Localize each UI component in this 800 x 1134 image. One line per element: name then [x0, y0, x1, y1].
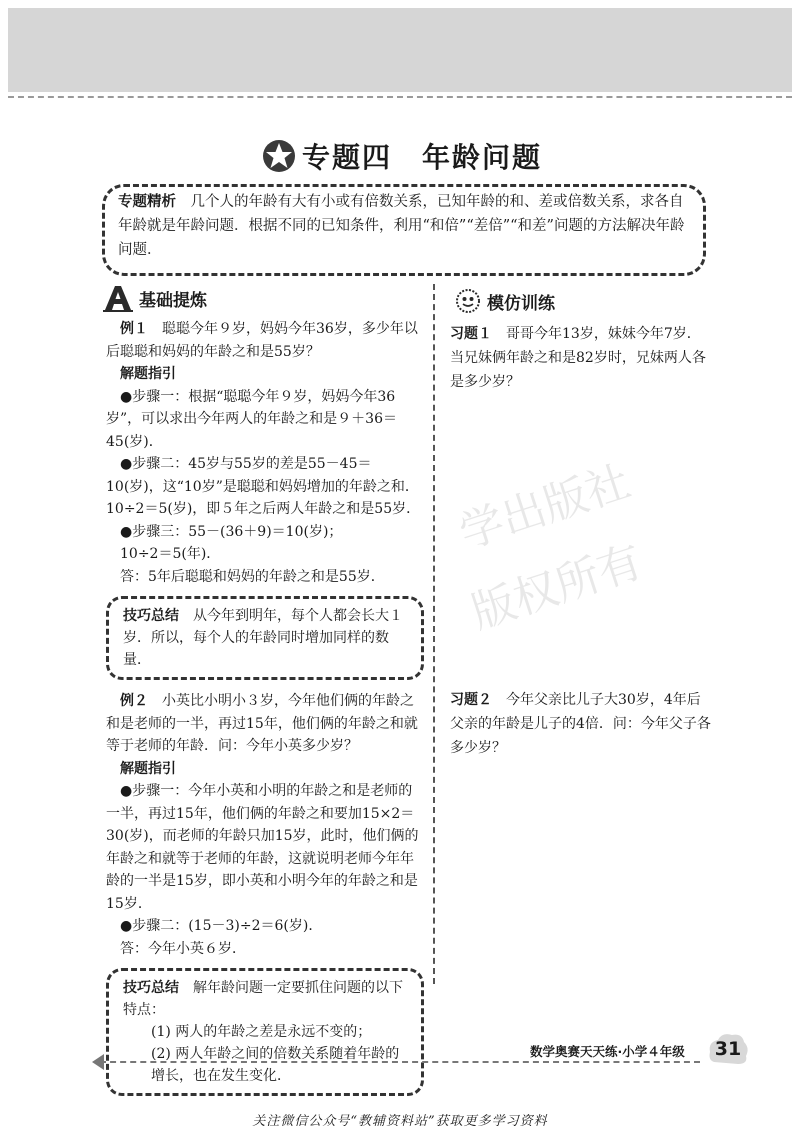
- example2-step1: ●步骤一：今年小英和小明的年龄之和是老师的一半，再过15年，他们俩的年龄之和要加15×2＝30(岁)，而老师的年龄只加15岁，此时，他们俩的年龄之和就等于老师的年龄，这就说明老师今年年龄的一半是15岁，即小英和小明今年的年龄之和是15岁．: [106, 783, 419, 912]
- title-text: 专题四 年龄问题: [302, 141, 543, 174]
- tip2-text: 解年龄问题一定要抓住问题的以下特点：: [123, 980, 403, 1018]
- tip-box-2: [106, 968, 424, 1096]
- example1-question: [106, 318, 424, 363]
- example2-label: 例２: [120, 693, 148, 709]
- page-title: [262, 134, 542, 178]
- tip2-point2: (2) 两人年龄之间的倍数关系随着年龄的增长，也在发生变化．: [151, 1046, 400, 1084]
- face-icon: [455, 288, 481, 314]
- exercise1-text: 哥哥今年13岁，妹妹今年7岁．当兄妹俩年龄之和是82岁时，兄妹两人各是多少岁？: [450, 326, 706, 390]
- bottom-note: 关注微信公众号“教辅资料站”获取更多学习资料: [252, 1114, 548, 1129]
- page-number: [706, 1030, 750, 1068]
- exercise2-label: 习题２: [450, 692, 492, 708]
- left-column: [106, 318, 424, 1106]
- top-gray-band: [8, 8, 792, 92]
- tip1-label: 技巧总结: [123, 608, 179, 624]
- example2-question: [106, 690, 424, 758]
- example2-text: 小英比小明小３岁，今年他们俩的年龄之和是老师的一半，再过15年，他们俩的年龄之和就等于老师的年龄．问：今年小英多少岁？: [106, 693, 418, 754]
- watermark-line1: 学出版社: [453, 456, 637, 559]
- section-practice-header: [455, 288, 555, 314]
- example1-label: 例１: [120, 321, 148, 337]
- exercise-1: [450, 322, 714, 394]
- section-basic-title: 基础提炼: [139, 290, 207, 311]
- footer-divider: [100, 1061, 700, 1063]
- column-divider: [433, 284, 435, 984]
- example1-guide: 解题指引: [120, 366, 176, 382]
- example1-step2: ●步骤二：45岁与55岁的差是55－45＝10(岁)，这“10岁”是聪聪和妈妈增加的年龄之和．10÷2＝5(岁)，即５年之后两人年龄之和是55岁．: [106, 456, 421, 517]
- example2-answer: 答：今年小英６岁．: [120, 940, 246, 957]
- example2-guide: 解题指引: [120, 760, 176, 777]
- page-number-text: 31: [714, 1038, 742, 1060]
- example1-step1: ●步骤一：根据“聪聪今年９岁，妈妈今年36岁”，可以求出今年两人的年龄之和是９＋36＝45(岁)．: [106, 388, 397, 450]
- tip1-text: 从今年到明年，每个人都会长大１岁．所以，每个人的年龄同时增加同样的数量．: [123, 608, 403, 668]
- example1-answer: 答：5年后聪聪和妈妈的年龄之和是55岁．: [120, 568, 385, 585]
- intro-label: 专题精析: [118, 194, 176, 210]
- tip2-point1: (1) 两人的年龄之差是永远不变的；: [151, 1024, 372, 1040]
- watermark-line2: 版权所有: [465, 536, 649, 639]
- tip2-label: 技巧总结: [123, 980, 179, 996]
- exercise1-label: 习题１: [450, 326, 492, 342]
- intro-body: 几个人的年龄有大有小或有倍数关系，已知年龄的和、差或倍数关系，求各自年龄就是年龄问题．根据不同的已知条件，利用“和倍”“差倍”“和差”问题的方法解决年龄问题．: [118, 194, 685, 258]
- exercise-2: [450, 688, 714, 760]
- example1-step3b: 10÷2＝5(年)．: [120, 546, 221, 562]
- example1-step3: ●步骤三：55－(36＋9)＝10(岁)；: [120, 523, 343, 540]
- top-divider: [8, 96, 792, 98]
- book-title: 数学奥赛天天练·小学４年级: [530, 1044, 685, 1059]
- example1-text: 聪聪今年９岁，妈妈今年36岁，多少年以后聪聪和妈妈的年龄之和是55岁？: [106, 321, 418, 360]
- letter-a-badge-icon: [103, 284, 133, 312]
- intro-paragraph: [118, 190, 688, 262]
- example2-step2: ●步骤二：(15－3)÷2＝6(岁)．: [120, 918, 323, 934]
- tip-box-1: [106, 596, 424, 680]
- section-practice-title: 模仿训练: [487, 293, 555, 314]
- section-basic-header: [103, 284, 207, 312]
- exercise2-text: 今年父亲比儿子大30岁，4年后父亲的年龄是儿子的4倍．问：今年父子各多少岁？: [450, 692, 711, 756]
- star-icon: [262, 139, 296, 173]
